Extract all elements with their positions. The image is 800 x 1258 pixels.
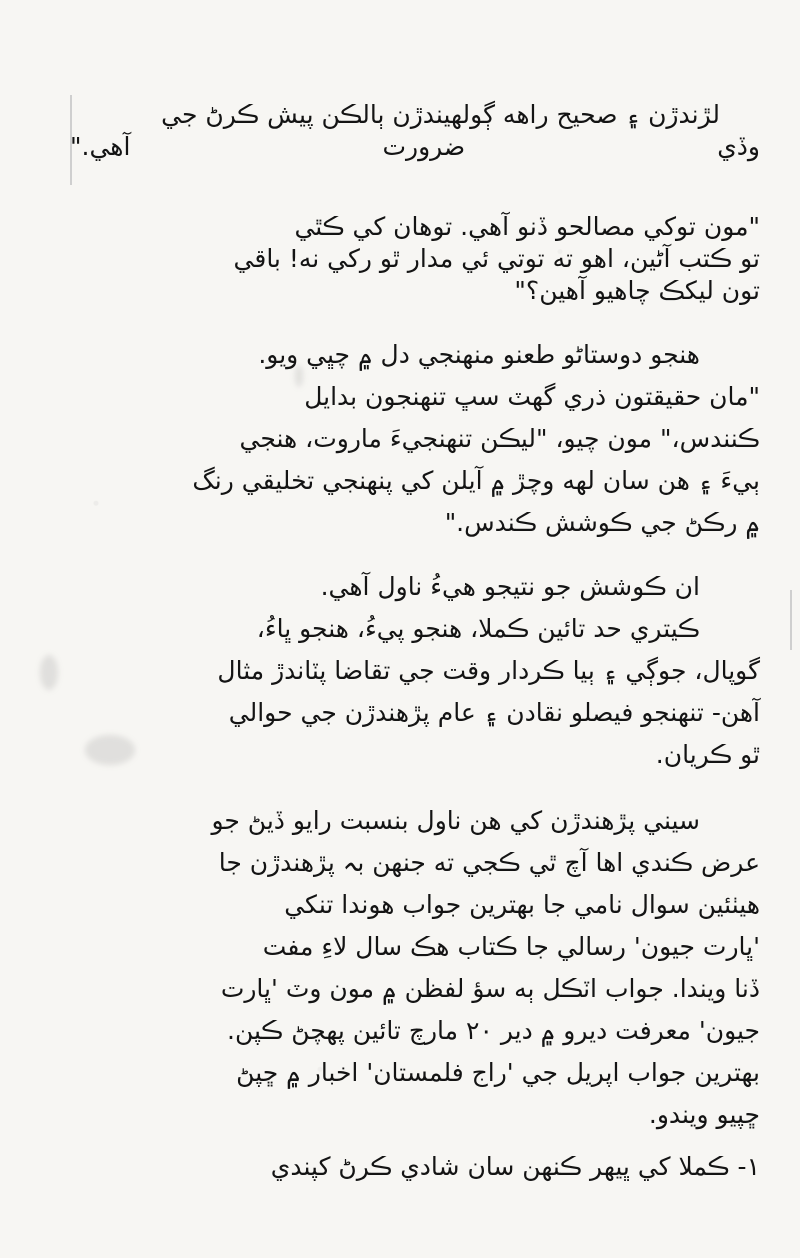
text-line: آهن- تنهنجو فيصلو نقادن ۽ عام پڙهندڙن جي حوالي <box>228 698 760 727</box>
text-line: ڪنندس،" مون چيو، "ليڪن تنهنجيءَ ماروت، هنجي <box>239 424 760 453</box>
text-line: تون ليکڪ چاهيو آهين؟" <box>514 276 760 305</box>
list-item: ۱- ڪملا کي ڀيهر ڪنهن سان شادي ڪرڻ کپندي <box>270 1152 760 1181</box>
text-line: بهترين جواب اپريل جي 'راج فلمستان' اخبار ۾ ڇپڻ <box>236 1058 760 1087</box>
text-line: سيني پڙهندڙن کي هن ناول بنسبت رايو ڏيڻ جو <box>211 806 700 835</box>
text-line: ڪيتري حد تائين ڪملا، هنجو پيءُ، هنجو ڀاءُ، <box>256 614 700 643</box>
text-line: ٻيءَ ۽ هن سان لهه وچڙ ۾ آيلن کي پنهنجي تخليقي رنگ <box>192 466 760 495</box>
page-border-mark <box>790 590 792 650</box>
text-line: ڇپيو ويندو. <box>648 1100 760 1129</box>
paper-stain <box>40 655 58 690</box>
text-line: ٿو ڪريان. <box>655 740 760 769</box>
text-line: هنجو دوستاڻو طعنو منهنجي دل ۾ چڀي ويو. <box>258 340 700 369</box>
text-line: ۾ رڪڻ جي ڪوشش ڪندس." <box>444 508 760 537</box>
text-line: جيون' معرفت ديرو ۾ دير ۲۰ مارچ تائين پهچڻ ڪپن. <box>227 1016 760 1045</box>
text-line: ان ڪوشش جو نتيجو هيءُ ناول آهي. <box>320 572 700 601</box>
text-line: "مان حقيقتون ذري گهٽ سڀ تنهنجون بدايل <box>304 382 760 411</box>
text-line: 'ڀارت جيون' رسالي جا ڪتاب هڪ سال لاءِ مفت <box>262 932 760 961</box>
text-line: ڏنا ويندا. جواب اٽڪل ٻه سؤ لفظن ۾ مون وٽ 'ڀارت <box>220 974 760 1003</box>
text-line: تو ڪتب آڻين، اهو ته توتي ئي مدار ٿو رکي نه! باقي <box>233 244 760 273</box>
text-line: گوپال، جوڳي ۽ ٻيا ڪردار وقت جي تقاضا پٽاندڙ مثال <box>217 656 760 685</box>
paper-stain <box>85 735 135 765</box>
text-line: عرض ڪندي اها آچ ٿي ڪجي ته جنهن بہ پڙهندڙن جا <box>218 848 760 877</box>
text-line: وڏي ضرورت آهي." <box>70 132 760 161</box>
text-line: "مون توکي مصالحو ڏنو آهي. توهان کي ڪٿي <box>294 212 760 241</box>
text-line: لڙندڙن ۽ صحيح راهه ڳولهيندڙن ٻالڪن پيش ڪرڻ جي <box>161 100 720 129</box>
text-line: هيٺئين سوال نامي جا بهترين جواب هوندا تنکي <box>284 890 760 919</box>
